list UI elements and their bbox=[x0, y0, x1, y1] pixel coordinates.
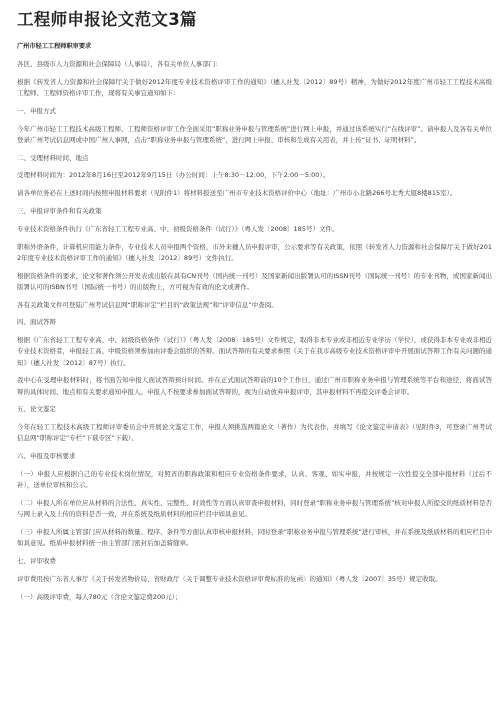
paragraph: （一）高级评审费，每人780元（含论文鉴定费200元）； bbox=[17, 592, 182, 601]
paragraph: 七、评审收费 bbox=[17, 556, 56, 565]
document-title: 工程师申报论文范文3篇 bbox=[17, 10, 197, 29]
paragraph: 评审费用按广东省人事厅《关于转发省物价局、省财政厅〈关于调整专业技术资格评审费标准的复函〉的通知》（粤人发〔2007〕35号）规定收取。 bbox=[17, 574, 442, 583]
paragraph: 今年广州市轻工工程技术高级工程师、工程师资格评审工作全面采用“职称业务申报与管理系统”进行网上申报，并通过该系统实行“在线评审”。请申报人及各有关单位登录广州考试信息网或中国广州人事网，点击“职称业务申报与管理系统”，进行网上申报、审核和生成有关用表，并上传“证书、证明材料”。 bbox=[17, 124, 492, 144]
paragraph: （一）申报人应根据自己的专业技术岗位情况，对照省的职称政策和相应专业资格条件要求，认真、客观、如实申报，并按规定一次性提交全部申报材料（过后不补），送单位审核和公示。 bbox=[17, 469, 492, 490]
paragraph: 根据《转发省人力资源和社会保障厅关于做好2012年度专业技术资格评审工作的通知》（穗人社发〔2012〕89号）精神，为做好2012年度广州市轻工工程技术高级工程师、工程师资格评审工作，现将有关事宜通知如下： bbox=[17, 77, 492, 97]
paragraph: 各区、县级市人力资源和社会保障局（人事局），各有关单位人事部门： bbox=[17, 60, 222, 68]
paragraph: 请各单位务必在上述时间内按照申报材料要求（见附件1）将材料报送至广州市专业技术资格评价中心（地址：广州市小北路266号北秀大厦8楼815室）。 bbox=[17, 189, 457, 198]
paragraph: 二、受理材料时间、地点 bbox=[17, 153, 89, 162]
paragraph: 职称外语条件，计算机应用能力条件，专业技术人员申报两个资格，市外来穗人员申报评审，公示要求等有关政策，依照《转发省人力资源和社会保障厅关于做好2012年度专业技术资格评审工作的通知》（穗人社发〔2012〕89号）文件执行。 bbox=[17, 242, 492, 262]
document-subtitle: 广州市轻工工程师职审要求 bbox=[17, 43, 92, 50]
paragraph: 今年在轻工工程技术高级工程师评审委员会中开展论文鉴定工作，申报人须挑选两篇论文（著作）为代表作，并填写《论文鉴定申请表》（见附件3，可登录广州考试信息网“职称评定”专栏“下载专区”下载）。 bbox=[17, 423, 492, 443]
paragraph: 一、申报方式 bbox=[17, 106, 56, 115]
paragraph: 我中心在受理申报材料时，将书面告知申报人面试答辩预计时间。并在正式面试答辩前的10个工作日，通过广州市职称业务申报与管理系统等平台和途径，将面试答辩的具体时间、地点和有关要求通知申报人。申报人不按要求参加面试答辩的，视为自动放弃申报评审，其申报材料不再提交评委会评审。 bbox=[17, 376, 492, 396]
paragraph: 四、面试答辩 bbox=[17, 318, 56, 327]
document-body bbox=[17, 59, 492, 603]
paragraph: （三）申报人所属主管部门应从材料的数量、程序、条件等方面认真审核申报材料，同时登录“职称业务申报与管理系统”进行审核，并在系统及纸质材料的相应栏目中如具意见。纸质申报材料统一由主管部门密封后加盖骑缝章。 bbox=[17, 527, 492, 548]
paragraph: 受理材料时间为：2012年8月16日至2012年9月15日（办公时间：上午8:30－12:00，下午2:00－5:00）。 bbox=[17, 171, 330, 180]
paragraph: 五、论文鉴定 bbox=[17, 405, 56, 414]
paragraph: 各有关政策文件可登陆广州考试信息网“职称评定”栏目的“政策法规”和“评审信息”中查阅。 bbox=[17, 300, 278, 309]
paragraph: 专业技术资格条件执行《广东省轻工工程专业高、中、初级资格条件（试行）》（粤人发〔2008〕185号）文件。 bbox=[17, 224, 339, 233]
paragraph: 根据《广东省轻工工程专业高、中、初级资格条件（试行）》（粤人发〔2008〕185号）文件规定，取得非本专业或非相近专业学历（学位），或获得非本专业或非相近专业技术资格者，申报轻工高、中级资格须参加由评委会组织的答辩。面试答辩的有关要求参照《关于在我市高级专业技术资格评审中开展面试答辩工作有关问题的通知》（穗人社发〔2012〕87号）执行。 bbox=[17, 336, 492, 367]
paragraph: （二）申报人所在单位应从材料的合法性、真实性、完整性、时效性等方面认真审查申报材料，同时登录“职称业务申报与管理系统”核对申报人所提交的纸质材料是否与网上录入及上传的资料是否一致，并在系统及纸质材料的相应栏目中如具意见。 bbox=[17, 498, 492, 519]
paragraph: 三、申报评审条件和有关政策 bbox=[17, 206, 102, 215]
paragraph: 根据资格条件的要求，论文和著作须公开发表或出版在具有CN刊号（国内统一刊号）及国家新闻出版署认可的ISSN刊号（国际统一刊号）的专业刊物，或国家新闻出版署认可的ISBN书号（国际统一书号）的出版物上，方可视为有效的论文或著作。 bbox=[17, 271, 492, 291]
paragraph: 六、申报及审核要求 bbox=[17, 452, 76, 461]
